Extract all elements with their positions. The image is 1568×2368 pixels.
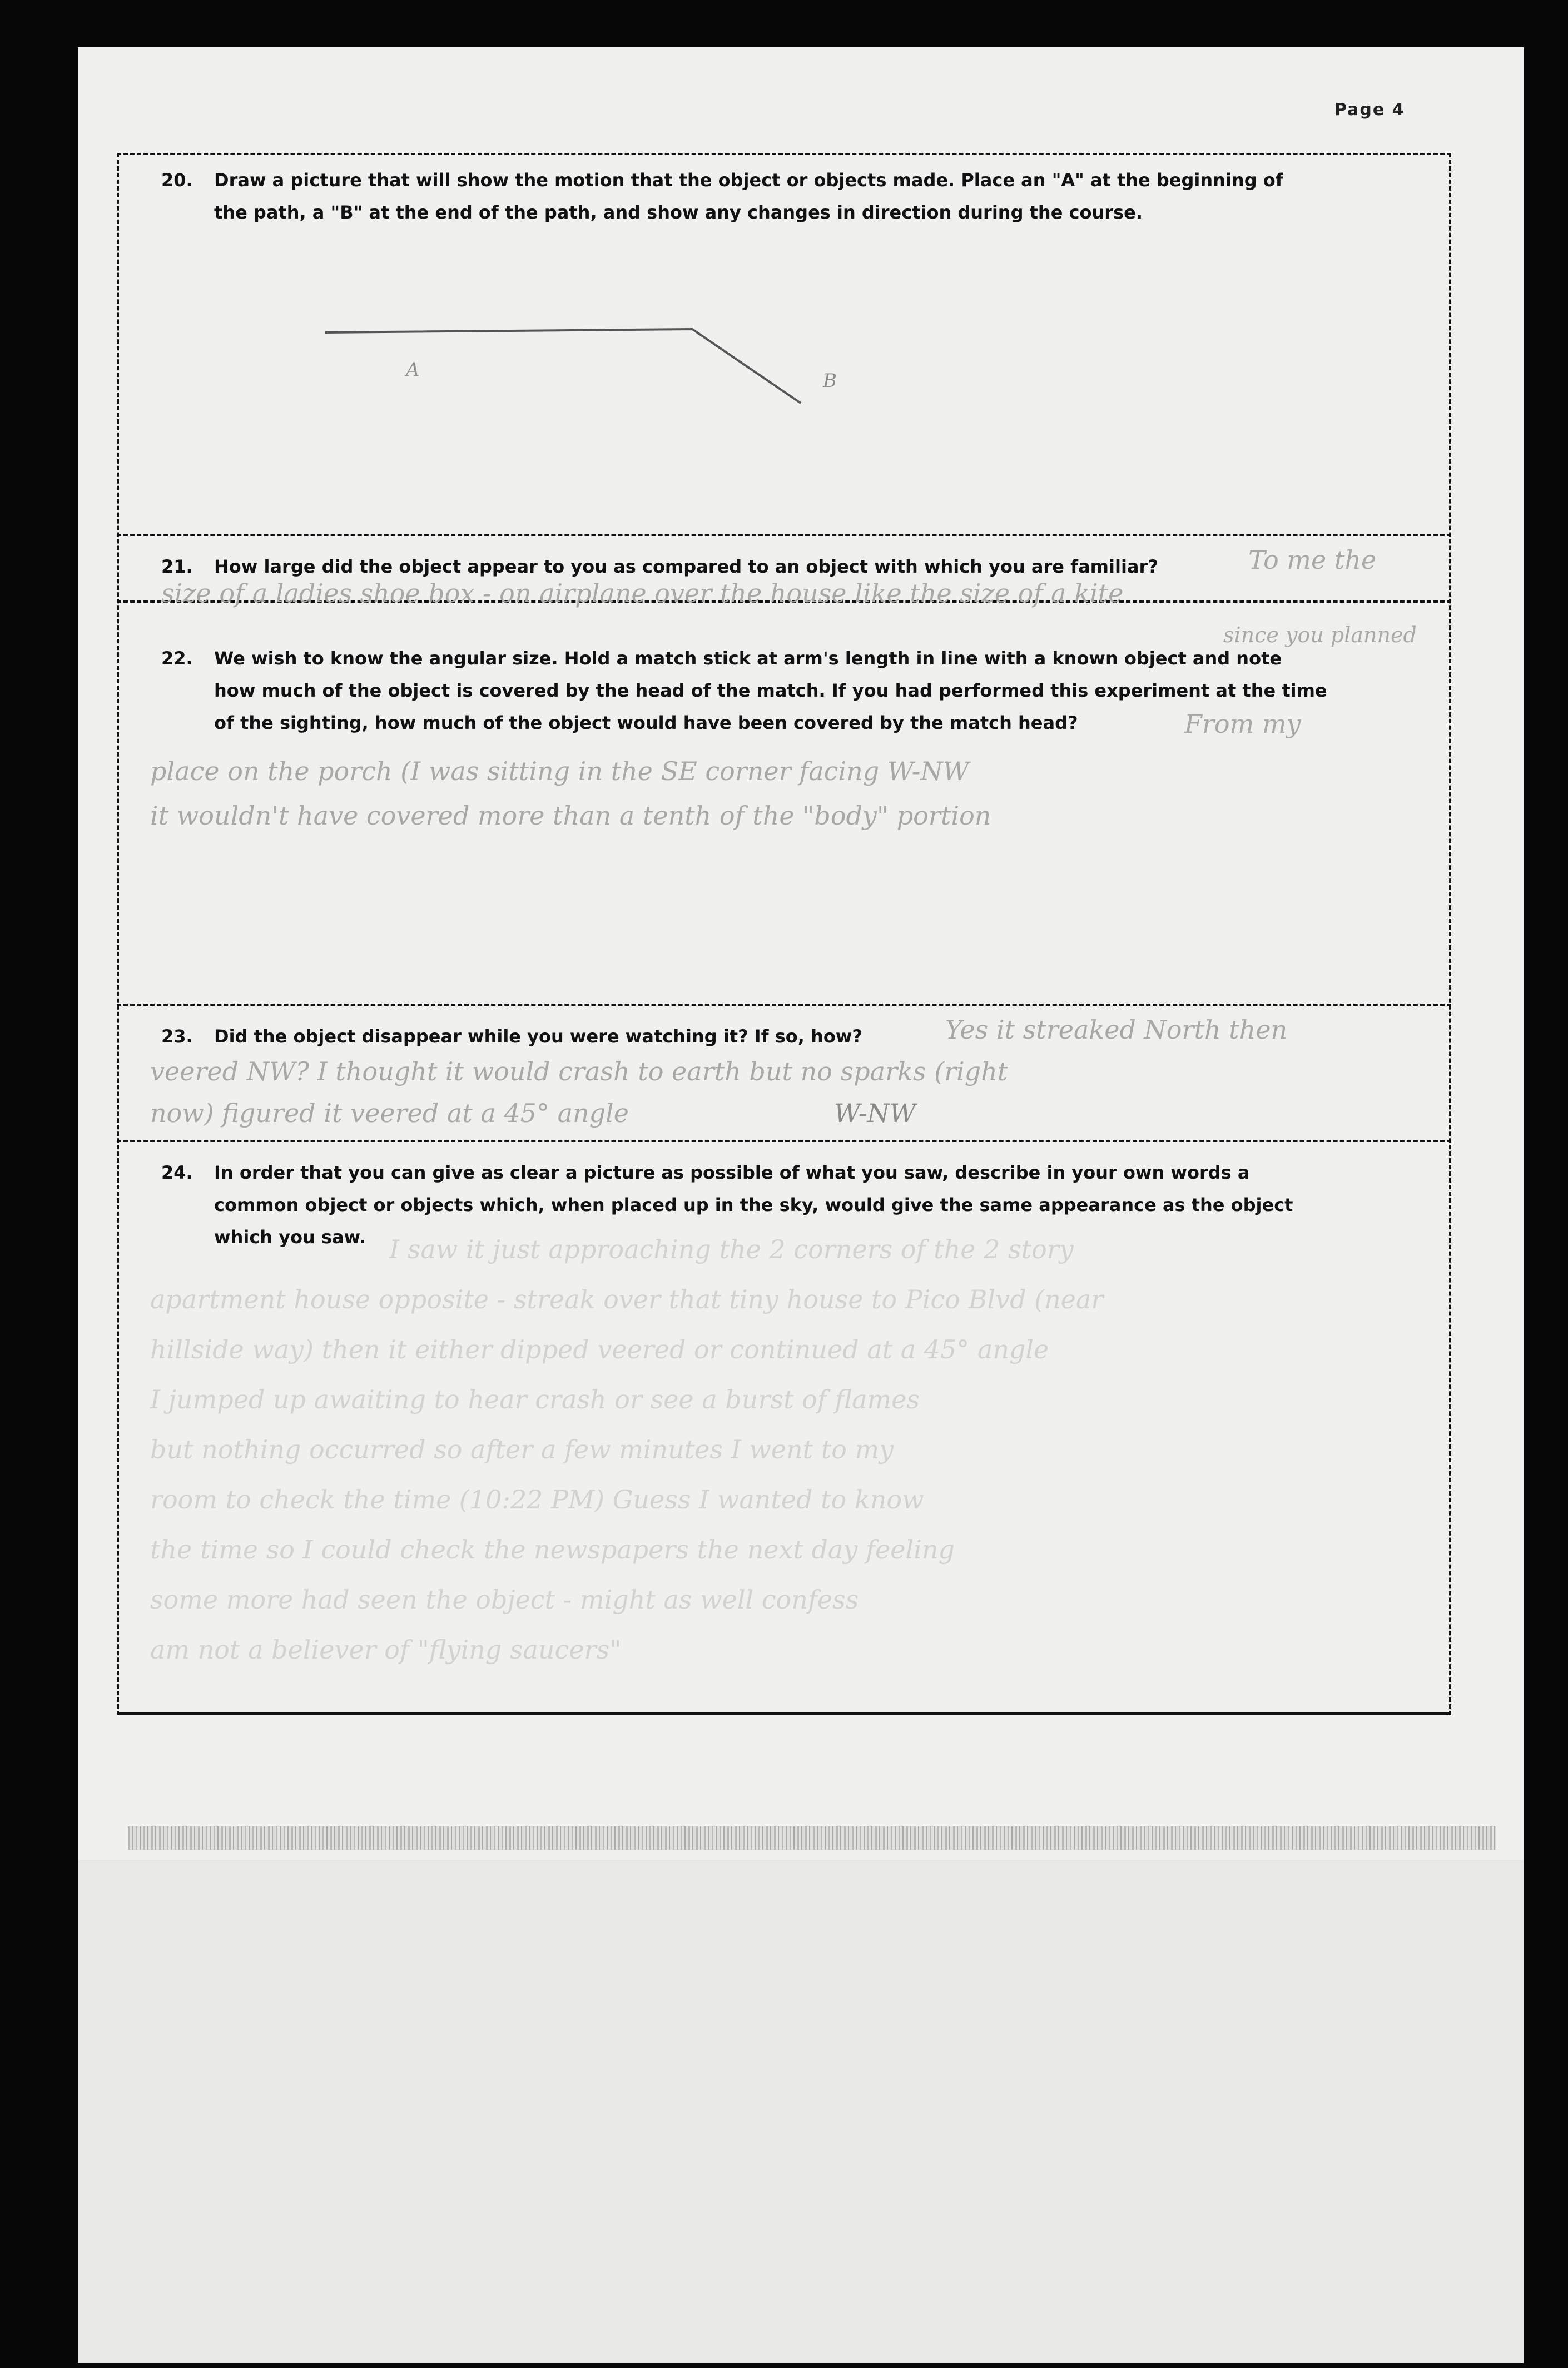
handwritten-answer: it wouldn't have covered more than a tenth of the "body" portion xyxy=(150,801,991,831)
question-text: the path, a "B" at the end of the path, and show any changes in direction during the course. xyxy=(214,202,1143,223)
handwritten-answer: I saw it just approaching the 2 corners of the 2 story xyxy=(389,1234,1074,1264)
handwritten-answer: the time so I could check the newspapers the next day feeling xyxy=(150,1535,955,1565)
question-text: In order that you can give as clear a picture as possible of what you saw, describe in your own words a xyxy=(214,1162,1250,1183)
question-text: How large did the object appear to you as compared to an object with which you are familiar? xyxy=(214,556,1158,577)
handwritten-answer: From my xyxy=(1184,709,1301,739)
handwritten-answer: Yes it streaked North then xyxy=(945,1015,1288,1045)
handwritten-answer: am not a believer of "flying saucers" xyxy=(150,1635,622,1665)
page-number: Page 4 xyxy=(1334,100,1405,120)
question-number: 23. xyxy=(161,1026,193,1047)
handwritten-answer: veered NW? I thought it would crash to earth but no sparks (right xyxy=(150,1056,1008,1086)
path-label-b: B xyxy=(823,370,837,392)
handwritten-answer: To me the xyxy=(1248,545,1377,575)
handwritten-answer: now) figured it veered at a 45° angle xyxy=(150,1098,629,1128)
handwritten-answer: apartment house opposite - streak over that tiny house to Pico Blvd (near xyxy=(150,1284,1104,1314)
handwritten-answer: some more had seen the object - might as well confess xyxy=(150,1585,859,1615)
question-text: how much of the object is covered by the head of the match. If you had performed this experiment at the time xyxy=(214,680,1327,701)
question-number: 24. xyxy=(161,1162,193,1183)
question-text: common object or objects which, when placed up in the sky, would give the same appearance as the object xyxy=(214,1194,1293,1215)
path-label-a: A xyxy=(406,359,420,381)
question-text: which you saw. xyxy=(214,1227,366,1248)
question-number: 22. xyxy=(161,648,193,669)
handwritten-answer: place on the porch (I was sitting in the SE corner facing W-NW xyxy=(150,756,969,786)
question-text: Did the object disappear while you were watching it? If so, how? xyxy=(214,1026,862,1047)
question-number: 21. xyxy=(161,556,193,577)
handwritten-answer: room to check the time (10:22 PM) Guess I wanted to know xyxy=(150,1485,924,1515)
handwritten-answer: since you planned xyxy=(1223,623,1417,647)
handwritten-answer: W-NW xyxy=(834,1098,916,1128)
handwritten-answer: I jumped up awaiting to hear crash or see a burst of flames xyxy=(150,1384,920,1414)
question-text: Draw a picture that will show the motion that the object or objects made. Place an "A" at the beginning of xyxy=(214,170,1283,191)
handwritten-answer: size of a ladies shoe box - on airplane over the house like the size of a kite xyxy=(161,578,1124,608)
question-text: We wish to know the angular size. Hold a match stick at arm's length in line with a known object and note xyxy=(214,648,1282,669)
handwritten-answer: hillside way) then it either dipped veered or continued at a 45° angle xyxy=(150,1334,1049,1364)
question-number: 20. xyxy=(161,170,193,191)
handwritten-answer: but nothing occurred so after a few minutes I went to my xyxy=(150,1434,894,1465)
question-text: of the sighting, how much of the object would have been covered by the match head? xyxy=(214,712,1078,733)
question-23 xyxy=(161,1020,862,1053)
